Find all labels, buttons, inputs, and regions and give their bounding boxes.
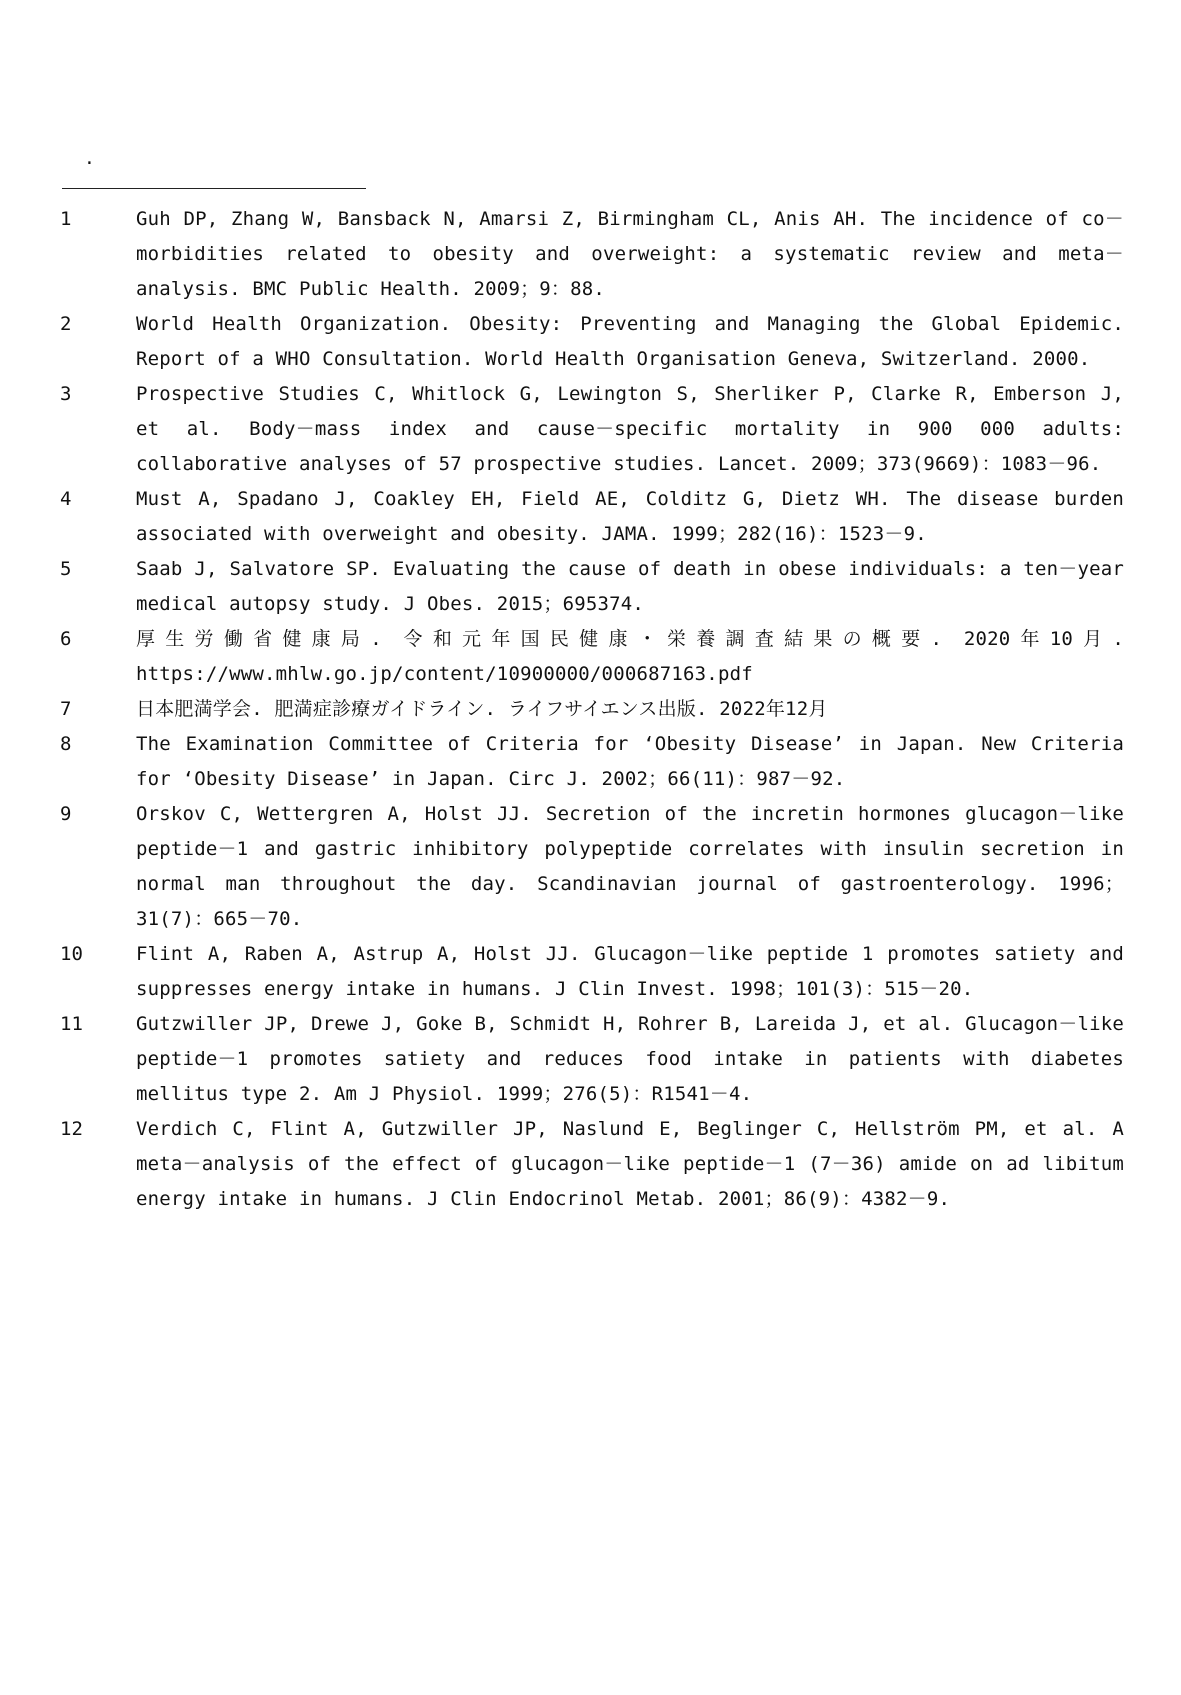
reference-text: World Health Organization. Obesity: Preventing and Managing the Global Epidemic. Report of a WHO Consultation. World Health Organisation Geneva, Switzerland. 2000. — [136, 313, 1124, 370]
reference-item — [0, 552, 1181, 622]
reference-number: 1 — [60, 208, 72, 230]
reference-number: 12 — [60, 1118, 83, 1140]
reference-number: 9 — [60, 803, 72, 825]
reference-text: The Examination Committee of Criteria for ‘Obesity Disease’ in Japan. New Criteria for ‘Obesity Disease’ in Japan. Circ J. 2002；66(11)：987－92. — [136, 733, 1124, 790]
reference-list — [0, 202, 1181, 1217]
footnote-separator — [62, 188, 366, 189]
reference-item — [0, 727, 1181, 797]
reference-text: Flint A, Raben A, Astrup A, Holst JJ. Glucagon－like peptide 1 promotes satiety and suppresses energy intake in humans. J Clin Invest. 1998；101(3)：515－20. — [136, 943, 1124, 1000]
reference-text: Prospective Studies C, Whitlock G, Lewington S, Sherliker P, Clarke R, Emberson J, et al. Body－mass index and cause－specific mortality in 900 000 adults: collaborative analyses of 57 prospective studies. Lancet. 2009；373(9669)：1083－96. — [136, 383, 1124, 475]
reference-number: 6 — [60, 628, 72, 650]
reference-text: Saab J, Salvatore SP. Evaluating the cause of death in obese individuals: a ten－year medical autopsy study. J Obes. 2015；695374. — [136, 558, 1124, 615]
reference-item — [0, 622, 1181, 692]
reference-text: Must A, Spadano J, Coakley EH, Field AE, Colditz G, Dietz WH. The disease burden associated with overweight and obesity. JAMA. 1999；282(16)：1523－9. — [136, 488, 1124, 545]
reference-text: Guh DP, Zhang W, Bansback N, Amarsi Z, Birmingham CL, Anis AH. The incidence of co－morbidities related to obesity and overweight: a systematic review and meta－analysis. BMC Public Health. 2009；9：88. — [136, 208, 1124, 300]
reference-number: 11 — [60, 1013, 83, 1035]
reference-number: 7 — [60, 698, 72, 720]
reference-number: 3 — [60, 383, 72, 405]
reference-item — [0, 1007, 1181, 1112]
reference-item — [0, 797, 1181, 937]
reference-number: 10 — [60, 943, 83, 965]
reference-item — [0, 377, 1181, 482]
reference-item — [0, 307, 1181, 377]
reference-text: 日本肥満学会. 肥満症診療ガイドライン. ライフサイエンス出版. 2022年12月 — [136, 698, 828, 720]
reference-item — [0, 202, 1181, 307]
reference-text: Gutzwiller JP, Drewe J, Goke B, Schmidt H, Rohrer B, Lareida J, et al. Glucagon－like peptide－1 promotes satiety and reduces food intake in patients with diabetes mellitus type 2. Am J Physiol. 1999；276(5)：R1541－4. — [136, 1013, 1124, 1105]
reference-number: 4 — [60, 488, 72, 510]
reference-number: 5 — [60, 558, 72, 580]
reference-text: Orskov C, Wettergren A, Holst JJ. Secretion of the incretin hormones glucagon－like peptide－1 and gastric inhibitory polypeptide correlates with insulin secretion in normal man throughout the day. Scandinavian journal of gastroenterology. 1996；31(7)：665－70. — [136, 803, 1124, 930]
reference-item — [0, 937, 1181, 1007]
reference-item — [0, 1112, 1181, 1217]
reference-number: 8 — [60, 733, 72, 755]
reference-text: Verdich C, Flint A, Gutzwiller JP, Naslund E, Beglinger C, Hellström PM, et al. A meta－analysis of the effect of glucagon－like peptide－1 (7－36) amide on ad libitum energy intake in humans. J Clin Endocrinol Metab. 2001；86(9)：4382－9. — [136, 1118, 1124, 1210]
footnote-marker: . — [84, 148, 95, 169]
reference-number: 2 — [60, 313, 72, 335]
reference-item — [0, 692, 1181, 727]
reference-item — [0, 482, 1181, 552]
reference-text: 厚生労働省健康局. 令和元年国民健康・栄養調査結果の概要. 2020年10月. https://www.mhlw.go.jp/content/10900000/000687163.pdf — [136, 628, 1124, 685]
